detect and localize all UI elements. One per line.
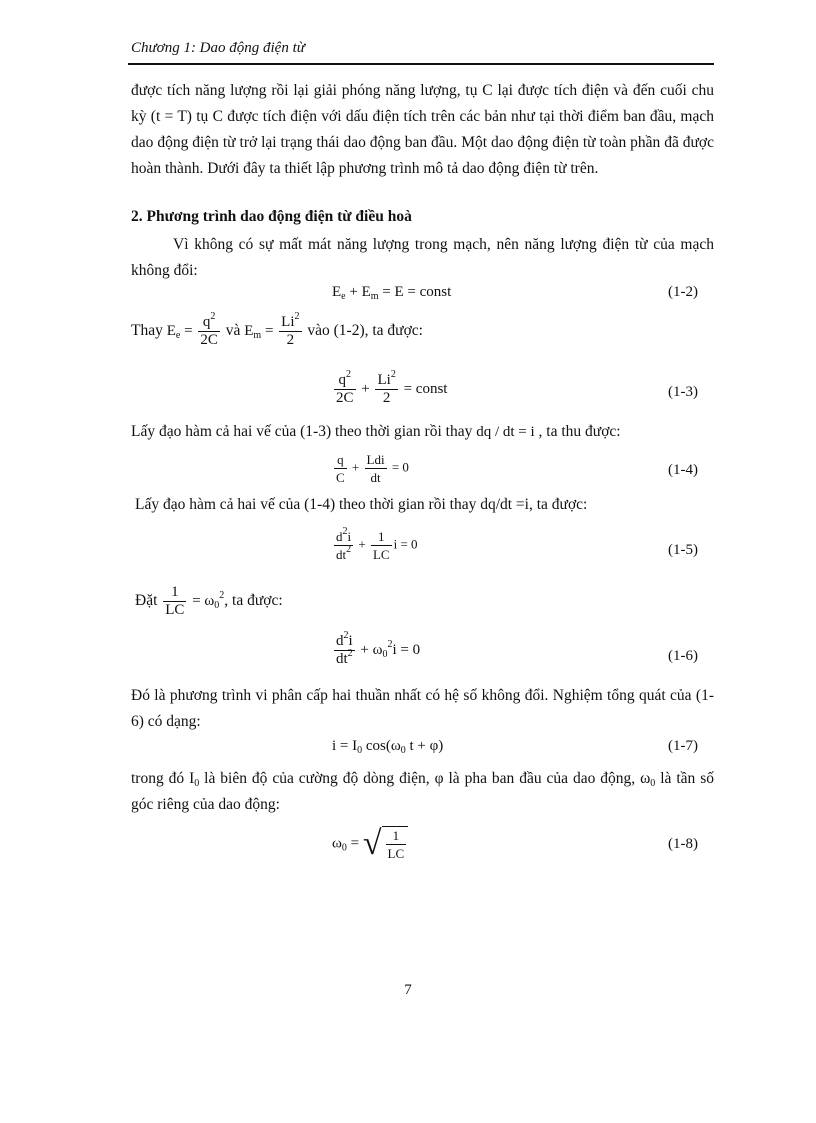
intro-paragraph: được tích năng lượng rồi lại giải phóng năng lượng, tụ C lại được tích điện và đến cuối chu kỳ (t = T) tụ C được tích điện với dấu điện tích trên các bản như tại thời điểm ban đầu, mạch dao động điện từ trở lại trạng thái dao động ban đầu. Một dao động điện từ toàn phần đã được hoàn thành. Dưới đây ta thiết lập phương trình mô tả dao động điện từ trên. — [131, 82, 714, 177]
equation-1-3: $\frac{q^2}{2C}$ + $\frac{Li^2}{2}$ = const — [336, 369, 448, 406]
const-text-2: const — [415, 380, 448, 397]
zero-1-4: 0 — [402, 459, 409, 475]
const-text: const — [419, 284, 452, 300]
va-word: và — [225, 321, 241, 339]
thay-word: Thay — [131, 321, 163, 339]
zero-1-5: 0 — [411, 536, 418, 552]
derive1-expr: dq / dt = i — [476, 424, 535, 440]
where-part-a: trong đó I — [131, 770, 195, 787]
where-sub: 0 — [194, 778, 200, 789]
dat-word: Đặt — [135, 591, 158, 609]
equation-number-1-8: (1-8) — [668, 836, 698, 852]
page-header: Chương 1: Dao động điện từ — [131, 40, 305, 56]
substitution-line: Thay $E_e$ = $\frac{q^2}{2C}$ và $E_m$ = $\frac{Li^2}{2}$ vào (1-2), ta được: — [131, 311, 423, 348]
equation-number-1-5: (1-5) — [668, 542, 698, 558]
equation-1-2: $E_e + E_m = E$ = const — [332, 284, 452, 302]
paragraph-solution: Đó là phương trình vi phân cấp hai thuần nhất có hệ số không đổi. Nghiệm tổng quát của (1-6) có dạng: — [131, 687, 714, 730]
section-heading: 2. Phương trình dao động điện từ điều hoà — [131, 208, 412, 225]
derive1-text: Lấy đạo hàm cả hai vế của (1-3) theo thời gian rồi thay — [131, 423, 473, 440]
equation-1-5: $\frac{d^2i}{dt^2}$ + $\frac{1}{LC}$ i = 0 — [336, 526, 418, 562]
paragraph-where: trong đó $I_0$ là biên độ của cường độ dòng điện, φ là pha ban đầu của dao động, $\omega_0$ là tần số góc riêng của dao động: — [131, 770, 714, 813]
dat-end: , ta được: — [224, 591, 283, 609]
derive1-end: , ta thu được: — [538, 423, 621, 440]
equation-1-7: $i = I_0$ $\cos(\omega_0$ t + φ) — [332, 738, 444, 756]
equation-1-6: $\frac{d^2i}{dt^2}$ + $\omega_0^2i = 0$ — [336, 630, 421, 667]
equation-1-8: $\omega_0$ = √ $\frac{1}{LC}$ — [332, 826, 408, 862]
definition-line: Đặt $\frac{1}{LC}$ = $\omega_0^2$, ta được: — [135, 584, 283, 618]
header-rule — [128, 63, 714, 65]
where-part-b: là biên độ của cường độ dòng điện, φ là pha ban đầu của dao động, — [199, 770, 641, 787]
equation-1-4: $\frac{q}{C}$ + $\frac{\text{Ldi}}{dt}$ = 0 — [336, 452, 409, 485]
equation-number-1-7: (1-7) — [668, 738, 698, 754]
equation-number-1-3: (1-3) — [668, 384, 698, 400]
equation-number-1-6: (1-6) — [668, 648, 698, 664]
zero-1-6: 0 — [412, 641, 421, 658]
derivation-line-2: Lấy đạo hàm cả hai vế của (1-4) theo thời gian rồi thay dq/dt =i, ta được: — [135, 496, 588, 513]
equation-number-1-4: (1-4) — [668, 462, 698, 478]
derivation-line-1 — [131, 423, 621, 441]
page-number: 7 — [404, 982, 412, 998]
paragraph-energy: Vì không có sự mất mát năng lượng trong mạch, nên năng lượng điện từ của mạch không đổi: — [131, 236, 714, 279]
equation-number-1-2: (1-2) — [668, 284, 698, 300]
vao-text: vào (1-2), ta được: — [307, 321, 423, 339]
where-part-c: là tần số góc riêng của dao động: — [131, 770, 714, 813]
